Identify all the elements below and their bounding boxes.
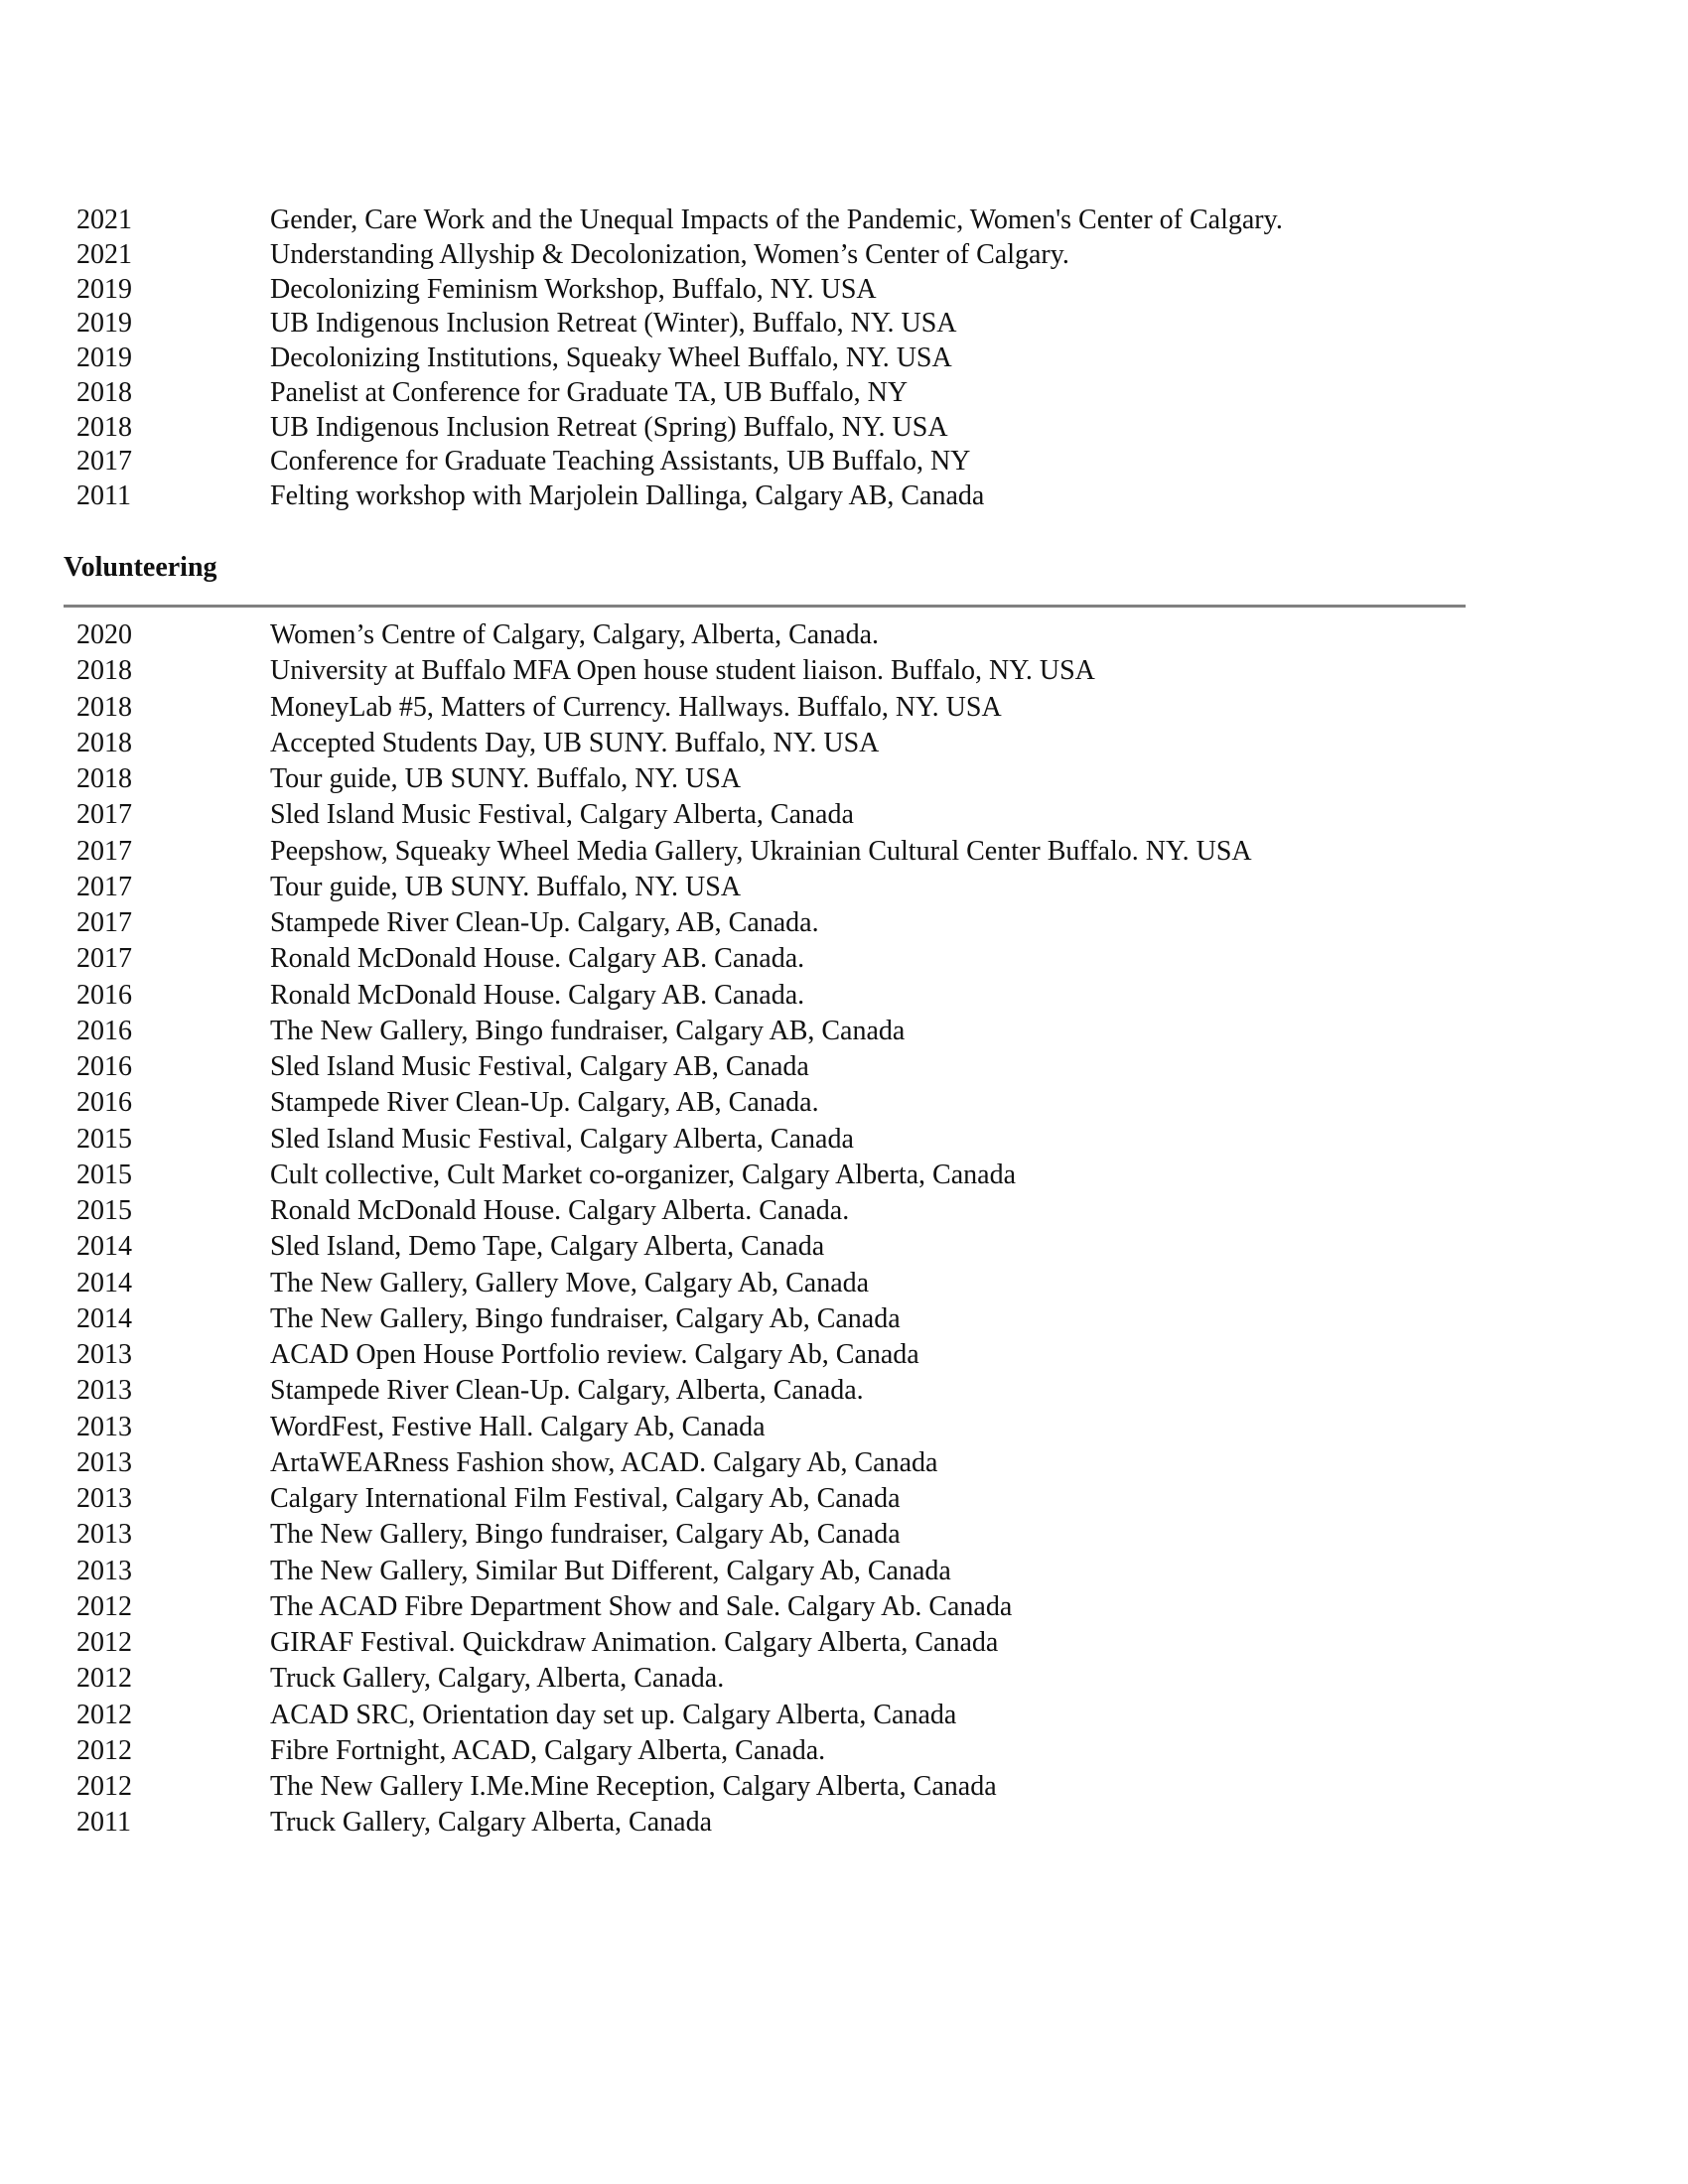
entry-year: 2018	[76, 763, 132, 794]
list-item	[0, 726, 1688, 761]
entry-description: The New Gallery, Bingo fundraiser, Calgary Ab, Canada	[270, 1302, 901, 1334]
list-item	[0, 653, 1688, 689]
list-item	[0, 1085, 1688, 1121]
list-item	[0, 1445, 1688, 1481]
entry-description: UB Indigenous Inclusion Retreat (Spring) Buffalo, NY. USA	[270, 411, 948, 443]
entry-description: Ronald McDonald House. Calgary AB. Canada.	[270, 943, 805, 975]
entry-year: 2017	[76, 799, 132, 831]
list-item	[0, 479, 1688, 514]
entry-year: 2016	[76, 1015, 132, 1046]
entry-description: MoneyLab #5, Matters of Currency. Hallways. Buffalo, NY. USA	[270, 691, 1002, 723]
list-item	[0, 1554, 1688, 1589]
list-item	[0, 1517, 1688, 1553]
entry-description: Women’s Centre of Calgary, Calgary, Alberta, Canada.	[270, 619, 880, 650]
list-item	[0, 1373, 1688, 1409]
entry-year: 2012	[76, 1590, 132, 1622]
list-item	[0, 376, 1688, 411]
entry-year: 2021	[76, 205, 132, 235]
entry-year: 2017	[76, 446, 132, 478]
entry-description: Cult collective, Cult Market co-organizer, Calgary Alberta, Canada	[270, 1159, 1016, 1190]
entry-description: Tour guide, UB SUNY. Buffalo, NY. USA	[270, 763, 742, 794]
entry-year: 2013	[76, 1411, 132, 1442]
entry-description: Decolonizing Institutions, Squeaky Wheel Buffalo, NY. USA	[270, 342, 952, 373]
entry-description: The New Gallery, Bingo fundraiser, Calgary AB, Canada	[270, 1015, 906, 1046]
entry-year: 2013	[76, 1555, 132, 1586]
list-item	[0, 1733, 1688, 1769]
entry-year: 2018	[76, 655, 132, 687]
list-item	[0, 1698, 1688, 1733]
entry-year: 2018	[76, 376, 132, 408]
entry-description: Decolonizing Feminism Workshop, Buffalo, NY. USA	[270, 273, 877, 305]
entry-description: Sled Island, Demo Tape, Calgary Alberta, Canada	[270, 1231, 825, 1263]
list-item	[0, 905, 1688, 941]
list-item	[0, 1769, 1688, 1805]
entry-year: 2012	[76, 1627, 132, 1658]
entry-description: GIRAF Festival. Quickdraw Animation. Calgary Alberta, Canada	[270, 1627, 999, 1658]
entry-description: Accepted Students Day, UB SUNY. Buffalo, NY. USA	[270, 727, 880, 758]
list-item	[0, 1266, 1688, 1301]
entry-description: The New Gallery I.Me.Mine Reception, Calgary Alberta, Canada	[270, 1771, 997, 1802]
entry-year: 2017	[76, 907, 132, 938]
list-item	[0, 1049, 1688, 1085]
section-divider	[64, 605, 1466, 608]
list-item	[0, 617, 1688, 653]
entry-year: 2011	[76, 480, 131, 511]
entry-description: Panelist at Conference for Graduate TA, UB Buffalo, NY	[270, 376, 909, 408]
entry-year: 2012	[76, 1699, 132, 1730]
entry-year: 2019	[76, 308, 132, 340]
entry-description: Truck Gallery, Calgary, Alberta, Canada.	[270, 1663, 725, 1695]
list-item	[0, 307, 1688, 341]
list-item	[0, 1229, 1688, 1265]
list-item	[0, 1122, 1688, 1158]
entry-description: Stampede River Clean-Up. Calgary, Alberta, Canada.	[270, 1375, 864, 1407]
list-item	[0, 1410, 1688, 1445]
entry-year: 2018	[76, 691, 132, 723]
entry-description: ACAD SRC, Orientation day set up. Calgary Alberta, Canada	[270, 1699, 957, 1730]
list-item	[0, 1661, 1688, 1697]
entry-year: 2017	[76, 943, 132, 975]
entry-year: 2019	[76, 273, 132, 305]
entry-year: 2013	[76, 1519, 132, 1551]
entry-year: 2017	[76, 871, 132, 902]
list-item	[0, 690, 1688, 726]
entry-description: The ACAD Fibre Department Show and Sale. Calgary Ab. Canada	[270, 1590, 1013, 1622]
list-item	[0, 1158, 1688, 1193]
entry-description: Sled Island Music Festival, Calgary Alberta, Canada	[270, 1123, 854, 1155]
entry-year: 2018	[76, 411, 132, 443]
list-item	[0, 797, 1688, 833]
list-item	[0, 941, 1688, 977]
section-heading-volunteering: Volunteering	[64, 552, 217, 583]
entry-description: Conference for Graduate Teaching Assistants, UB Buffalo, NY	[270, 446, 971, 478]
entry-year: 2013	[76, 1375, 132, 1407]
list-item	[0, 1301, 1688, 1337]
entry-year: 2012	[76, 1734, 132, 1766]
list-item	[0, 1193, 1688, 1229]
entry-year: 2021	[76, 238, 132, 270]
entry-year: 2015	[76, 1123, 132, 1155]
list-item	[0, 1589, 1688, 1625]
entry-description: WordFest, Festive Hall. Calgary Ab, Canada	[270, 1411, 766, 1442]
entry-year: 2013	[76, 1339, 132, 1370]
list-item	[0, 273, 1688, 308]
list-item	[0, 761, 1688, 797]
entry-year: 2012	[76, 1663, 132, 1695]
entry-description: The New Gallery, Similar But Different, Calgary Ab, Canada	[270, 1555, 951, 1586]
entry-year: 2020	[76, 619, 132, 650]
entry-description: The New Gallery, Gallery Move, Calgary Ab, Canada	[270, 1267, 870, 1298]
list-item	[0, 411, 1688, 446]
entry-description: UB Indigenous Inclusion Retreat (Winter), Buffalo, NY. USA	[270, 308, 957, 340]
entry-description: Gender, Care Work and the Unequal Impacts of the Pandemic, Women's Center of Calgary.	[270, 205, 1283, 235]
entry-description: Felting workshop with Marjolein Dallinga, Calgary AB, Canada	[270, 480, 985, 511]
list-item	[0, 445, 1688, 479]
entry-description: ACAD Open House Portfolio review. Calgary Ab, Canada	[270, 1339, 919, 1370]
entry-description: ArtaWEARness Fashion show, ACAD. Calgary Ab, Canada	[270, 1446, 938, 1478]
entry-year: 2015	[76, 1195, 132, 1226]
entry-year: 2016	[76, 1051, 132, 1082]
list-item	[0, 870, 1688, 905]
list-item	[0, 1337, 1688, 1373]
entry-description: Sled Island Music Festival, Calgary AB, Canada	[270, 1051, 809, 1082]
entry-year: 2013	[76, 1446, 132, 1478]
entry-year: 2014	[76, 1302, 132, 1334]
entry-year: 2016	[76, 1087, 132, 1119]
entry-year: 2015	[76, 1159, 132, 1190]
list-item	[0, 238, 1688, 273]
list-item	[0, 1014, 1688, 1049]
entry-year: 2016	[76, 979, 132, 1011]
entry-description: Fibre Fortnight, ACAD, Calgary Alberta, Canada.	[270, 1734, 826, 1766]
list-item	[0, 1625, 1688, 1661]
list-item	[0, 1481, 1688, 1517]
list-item	[0, 1805, 1688, 1841]
entry-description: Truck Gallery, Calgary Alberta, Canada	[270, 1807, 713, 1839]
list-item	[0, 978, 1688, 1014]
entry-description: University at Buffalo MFA Open house student liaison. Buffalo, NY. USA	[270, 655, 1095, 687]
list-item	[0, 341, 1688, 376]
volunteering-list	[0, 617, 1688, 1842]
entry-description: Ronald McDonald House. Calgary AB. Canada.	[270, 979, 805, 1011]
entry-year: 2014	[76, 1267, 132, 1298]
entry-description: Stampede River Clean-Up. Calgary, AB, Canada.	[270, 907, 819, 938]
entry-year: 2011	[76, 1807, 131, 1839]
entry-description: Sled Island Music Festival, Calgary Alberta, Canada	[270, 799, 854, 831]
entry-description: Calgary International Film Festival, Calgary Ab, Canada	[270, 1483, 901, 1514]
entry-description: Stampede River Clean-Up. Calgary, AB, Canada.	[270, 1087, 819, 1119]
entry-description: The New Gallery, Bingo fundraiser, Calgary Ab, Canada	[270, 1519, 901, 1551]
entry-year: 2019	[76, 342, 132, 373]
entry-year: 2014	[76, 1231, 132, 1263]
entry-description: Peepshow, Squeaky Wheel Media Gallery, Ukrainian Cultural Center Buffalo. NY. USA	[270, 835, 1252, 867]
list-item	[0, 834, 1688, 870]
list-item	[0, 204, 1688, 238]
entry-year: 2012	[76, 1771, 132, 1802]
entry-description: Ronald McDonald House. Calgary Alberta. Canada.	[270, 1195, 850, 1226]
entry-year: 2017	[76, 835, 132, 867]
entry-year: 2013	[76, 1483, 132, 1514]
workshops-list	[0, 204, 1688, 514]
entry-year: 2018	[76, 727, 132, 758]
entry-description: Understanding Allyship & Decolonization, Women’s Center of Calgary.	[270, 238, 1069, 270]
entry-description: Tour guide, UB SUNY. Buffalo, NY. USA	[270, 871, 742, 902]
